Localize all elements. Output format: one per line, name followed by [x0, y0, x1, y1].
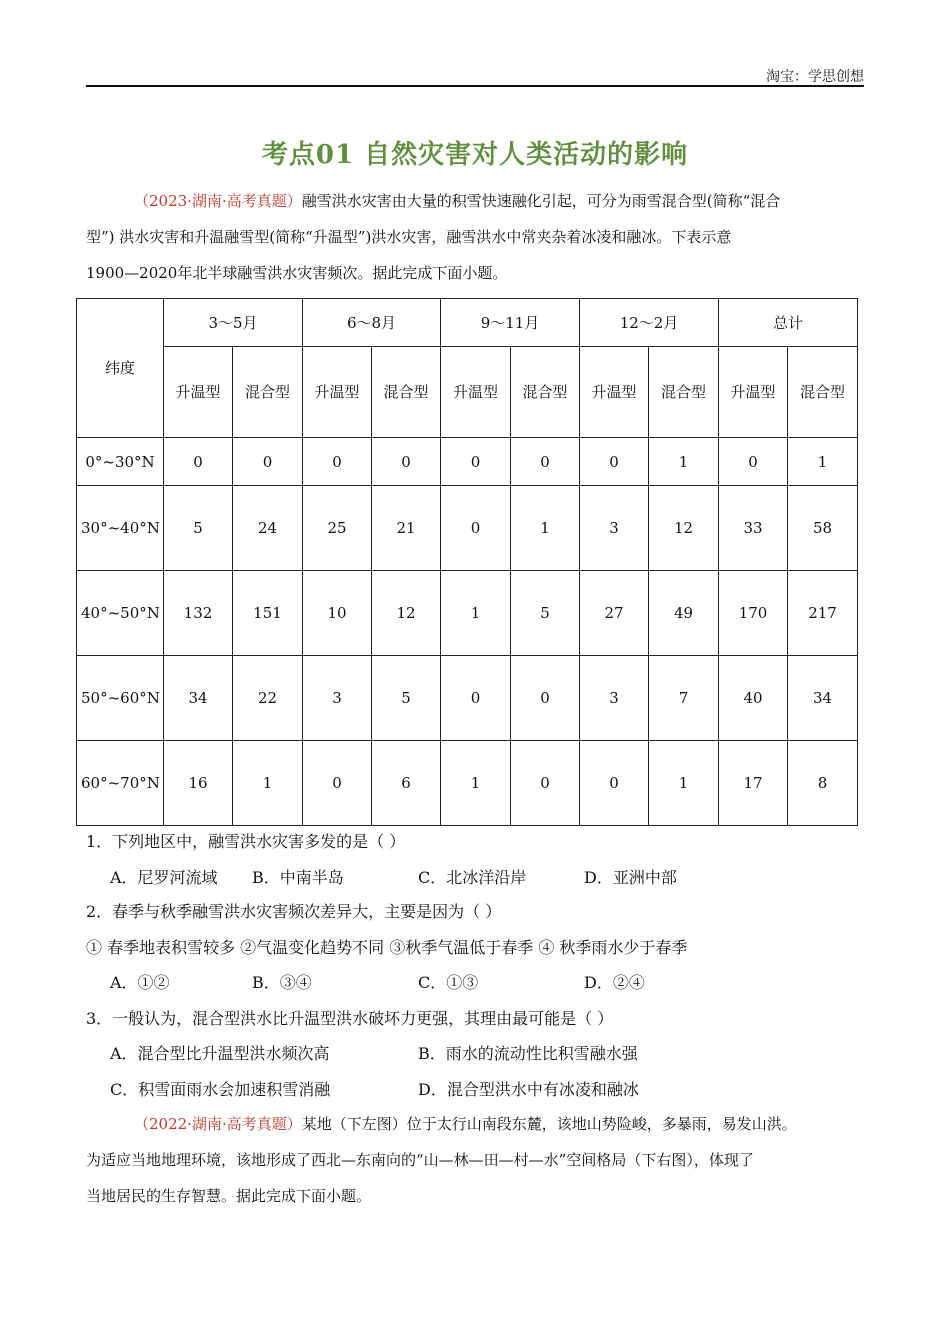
intro-text: 当地居民的生存智慧。据此完成下面小题。 [86, 1187, 372, 1205]
intro-text: 某地（下左图）位于太行山南段东麓，该地山势险峻，多暴雨，易发山洪。 [301, 1115, 797, 1133]
value-cell: 27 [580, 571, 649, 656]
value-cell: 12 [372, 571, 441, 656]
table-row [77, 741, 858, 826]
value-cell: 0 [719, 438, 788, 486]
value-cell: 3 [580, 486, 649, 571]
value-cell: 0 [372, 438, 441, 486]
table-row [77, 438, 858, 486]
value-cell: 7 [649, 656, 719, 741]
value-cell: 0 [580, 438, 649, 486]
value-cell: 16 [164, 741, 233, 826]
season-header: 9～11月 [441, 299, 580, 347]
season-header: 总计 [719, 299, 858, 347]
table-row [77, 571, 858, 656]
value-cell: 151 [233, 571, 303, 656]
value-cell: 3 [580, 656, 649, 741]
type-header: 混合型 [511, 347, 580, 438]
value-cell: 0 [441, 486, 511, 571]
value-cell: 1 [441, 571, 511, 656]
q2-option-b[interactable]: B．③④ [252, 973, 312, 992]
value-cell: 0 [303, 741, 372, 826]
latitude-cell: 30°~40°N [77, 486, 164, 571]
type-header: 升温型 [580, 347, 649, 438]
q3-option-c[interactable]: C．积雪面雨水会加速积雪消融 [110, 1080, 331, 1099]
value-cell: 12 [649, 486, 719, 571]
source-label: （2022·湖南·高考真题） [134, 1115, 302, 1133]
intro-text: 融雪洪水灾害由大量的积雪快速融化引起，可分为雨雪混合型(简称“混合 [301, 192, 781, 210]
type-header: 升温型 [441, 347, 511, 438]
value-cell: 0 [441, 656, 511, 741]
value-cell: 5 [164, 486, 233, 571]
value-cell: 5 [511, 571, 580, 656]
value-cell: 1 [441, 741, 511, 826]
value-cell: 0 [164, 438, 233, 486]
question-1-stem: 1．下列地区中，融雪洪水灾害多发的是（ ） [86, 832, 406, 851]
value-cell: 33 [719, 486, 788, 571]
value-cell: 0 [441, 438, 511, 486]
q3-option-d[interactable]: D．混合型洪水中有冰凌和融冰 [418, 1080, 639, 1099]
value-cell: 0 [511, 656, 580, 741]
type-header: 升温型 [303, 347, 372, 438]
q1-option-c[interactable]: C．北冰洋沿岸 [418, 868, 527, 887]
intro-paragraph-1 [86, 183, 862, 291]
question-3-stem: 3．一般认为，混合型洪水比升温型洪水破坏力更强，其理由最可能是（ ） [86, 1009, 614, 1028]
value-cell: 1 [649, 438, 719, 486]
type-header: 混合型 [649, 347, 719, 438]
latitude-cell: 40°~50°N [77, 571, 164, 656]
value-cell: 0 [303, 438, 372, 486]
intro-text: 1900—2020年北半球融雪洪水灾害频次。据此完成下面小题。 [86, 264, 508, 282]
value-cell: 22 [233, 656, 303, 741]
value-cell: 40 [719, 656, 788, 741]
type-header: 升温型 [719, 347, 788, 438]
header-brand: 淘宝：学思创想 [766, 69, 864, 85]
value-cell: 58 [788, 486, 858, 571]
value-cell: 34 [788, 656, 858, 741]
type-header: 混合型 [233, 347, 303, 438]
value-cell: 49 [649, 571, 719, 656]
value-cell: 24 [233, 486, 303, 571]
value-cell: 8 [788, 741, 858, 826]
q3-option-a[interactable]: A．混合型比升温型洪水频次高 [110, 1044, 330, 1063]
latitude-cell: 0°~30°N [77, 438, 164, 486]
intro-paragraph-2 [86, 1106, 862, 1214]
question-2-items: ① 春季地表积雪较多 ②气温变化趋势不同 ③秋季气温低于春季 ④ 秋季雨水少于春季 [86, 938, 688, 957]
value-cell: 34 [164, 656, 233, 741]
season-header: 3～5月 [164, 299, 303, 347]
q2-option-d[interactable]: D．②④ [584, 973, 645, 992]
q1-option-a[interactable]: A．尼罗河流域 [110, 868, 218, 887]
type-header: 混合型 [372, 347, 441, 438]
season-header: 6～8月 [303, 299, 441, 347]
latitude-header: 纬度 [77, 299, 164, 438]
q3-option-b[interactable]: B．雨水的流动性比积雪融水强 [418, 1044, 638, 1063]
header-rule [86, 85, 864, 87]
latitude-cell: 60°~70°N [77, 741, 164, 826]
q2-option-c[interactable]: C．①③ [418, 973, 479, 992]
type-header: 混合型 [788, 347, 858, 438]
latitude-cell: 50°~60°N [77, 656, 164, 741]
table-row [77, 486, 858, 571]
value-cell: 17 [719, 741, 788, 826]
value-cell: 0 [511, 438, 580, 486]
question-2-stem: 2．春季与秋季融雪洪水灾害频次差异大，主要是因为（ ） [86, 902, 502, 921]
value-cell: 0 [580, 741, 649, 826]
q1-option-b[interactable]: B．中南半岛 [252, 868, 344, 887]
value-cell: 3 [303, 656, 372, 741]
value-cell: 6 [372, 741, 441, 826]
source-label: （2023·湖南·高考真题） [134, 192, 302, 210]
q2-option-a[interactable]: A．①② [110, 973, 170, 992]
value-cell: 21 [372, 486, 441, 571]
type-header: 升温型 [164, 347, 233, 438]
season-header: 12～2月 [580, 299, 719, 347]
value-cell: 170 [719, 571, 788, 656]
value-cell: 217 [788, 571, 858, 656]
intro-text: 型”) 洪水灾害和升温融雪型(简称“升温型”)洪水灾害，融雪洪水中常夹杂着冰凌和融冰。下表示意 [86, 228, 732, 246]
value-cell: 1 [511, 486, 580, 571]
q1-option-d[interactable]: D．亚洲中部 [584, 868, 677, 887]
value-cell: 5 [372, 656, 441, 741]
value-cell: 25 [303, 486, 372, 571]
intro-text: 为适应当地地理环境，该地形成了西北—东南向的“山—林—田—村—水”空间格局（下右图），体现了 [86, 1151, 754, 1169]
flood-frequency-table [76, 298, 858, 826]
value-cell: 132 [164, 571, 233, 656]
value-cell: 0 [511, 741, 580, 826]
value-cell: 1 [788, 438, 858, 486]
value-cell: 10 [303, 571, 372, 656]
table-row [77, 656, 858, 741]
value-cell: 1 [233, 741, 303, 826]
value-cell: 1 [649, 741, 719, 826]
page-title: 考点01 自然灾害对人类活动的影响 [261, 140, 689, 170]
value-cell: 0 [233, 438, 303, 486]
